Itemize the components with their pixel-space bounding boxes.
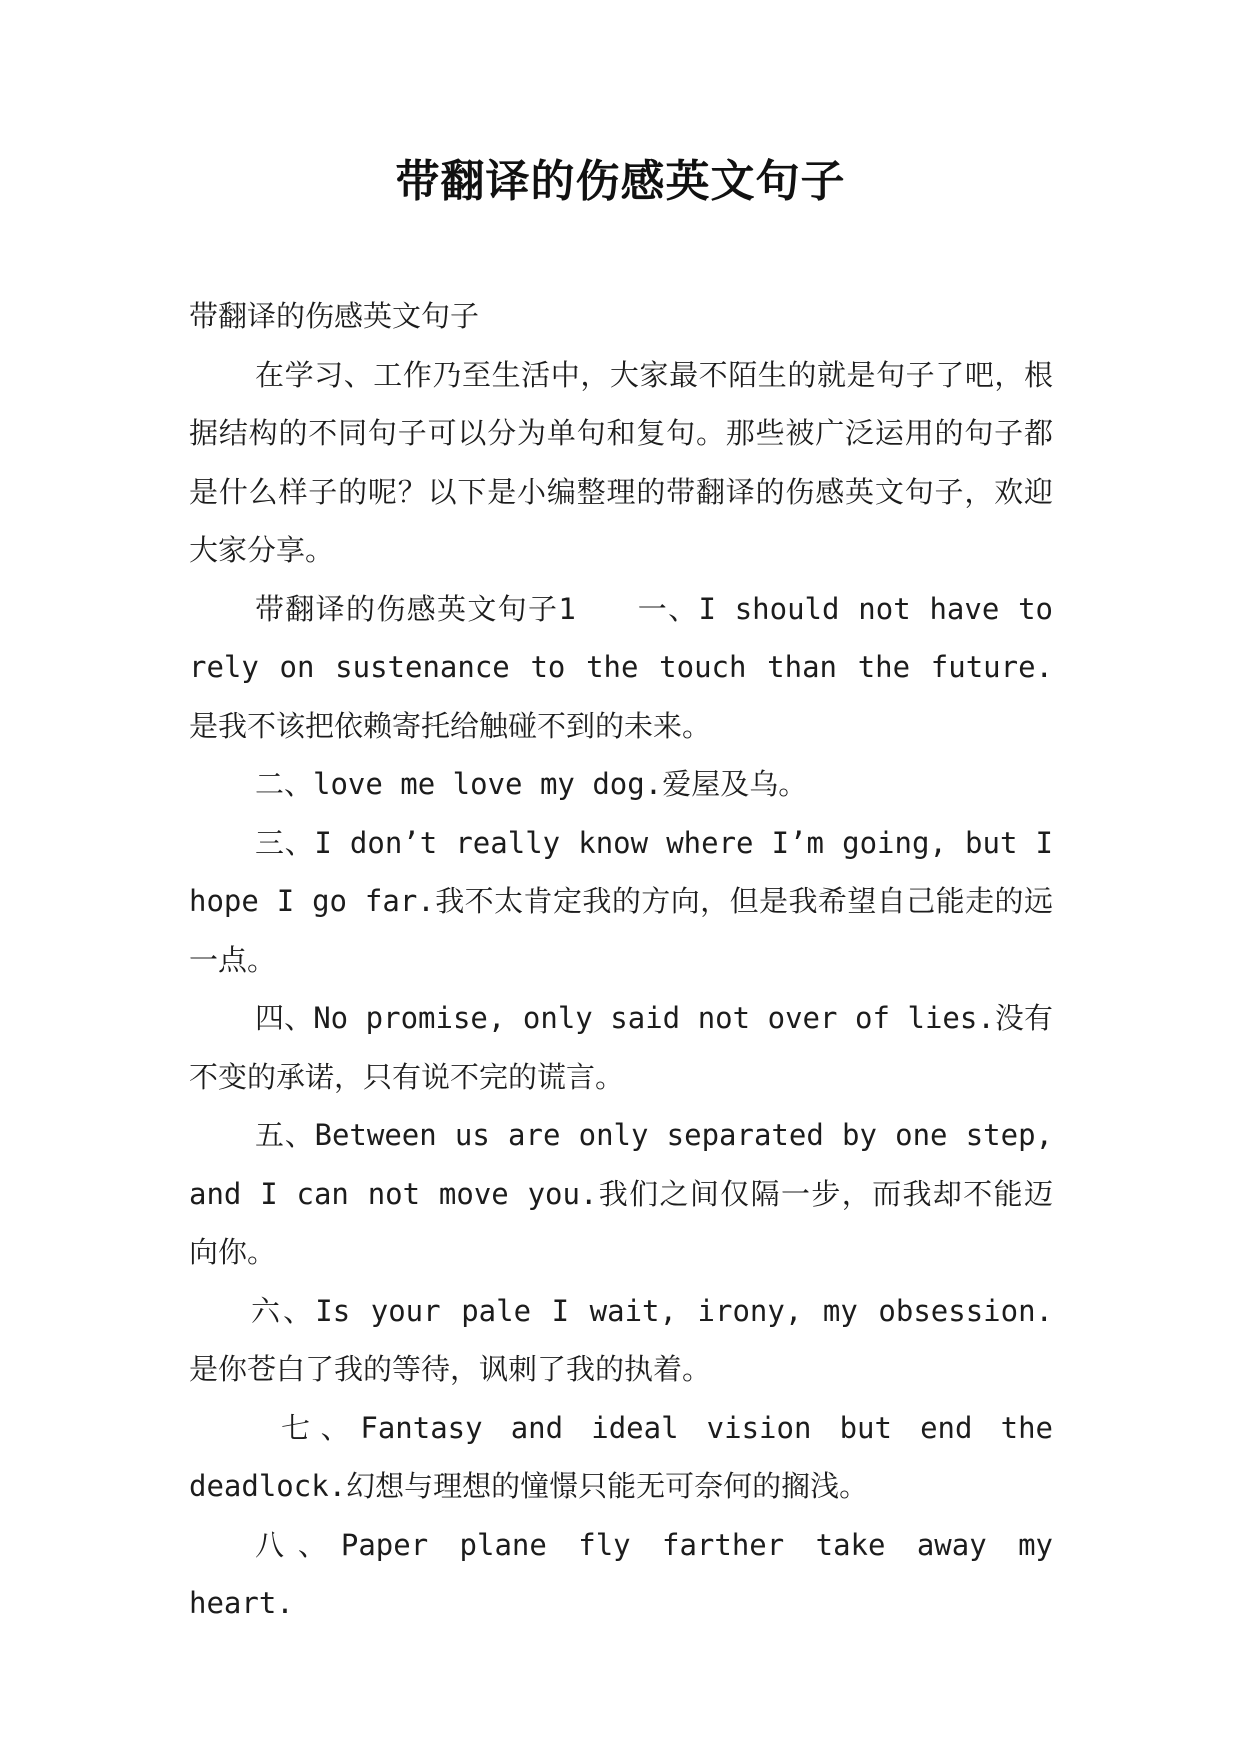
section-heading-item-1: 带翻译的伤感英文句子1 一、I should not have to rely on sustenance to the touch than the future.是我不该把依赖寄托给触碰不到的未来。 [189,591,1053,743]
document-body [189,287,1053,1633]
sentence-item-2: 二、love me love my dog.爱屋及乌。 [255,767,808,801]
document-title: 带翻译的伤感英文句子 [395,156,846,207]
sentence-item-3: 三、I don’t really know where I’m going, but I hope I go far.我不太肯定我的方向，但是我希望自己能走的远一点。 [189,825,1053,977]
document-subtitle: 带翻译的伤感英文句子 [189,299,480,333]
sentence-item-7: 七、Fantasy and ideal vision but end the deadlock.幻想与理想的憧憬只能无可奈何的搁浅。 [189,1410,1053,1503]
sentence-item-5: 五、Between us are only separated by one step, and I can not move you.我们之间仅隔一步，而我却不能迈向你。 [189,1118,1053,1269]
sentence-item-4: 四、No promise, only said not over of lies.没有不变的承诺，只有说不完的谎言。 [189,1001,1053,1094]
sentence-item-6: 六、Is your pale I wait, irony, my obsession. 是你苍白了我的等待，讽刺了我的执着。 [189,1293,1053,1386]
intro-paragraph: 在学习、工作乃至生活中，大家最不陌生的就是句子了吧，根据结构的不同句子可以分为单句和复句。那些被广泛运用的句子都是什么样子的呢？以下是小编整理的带翻译的伤感英文句子，欢迎大家分享。 [189,357,1053,567]
sentence-item-8: 八、Paper plane fly farther take away my heart. [189,1527,1053,1620]
